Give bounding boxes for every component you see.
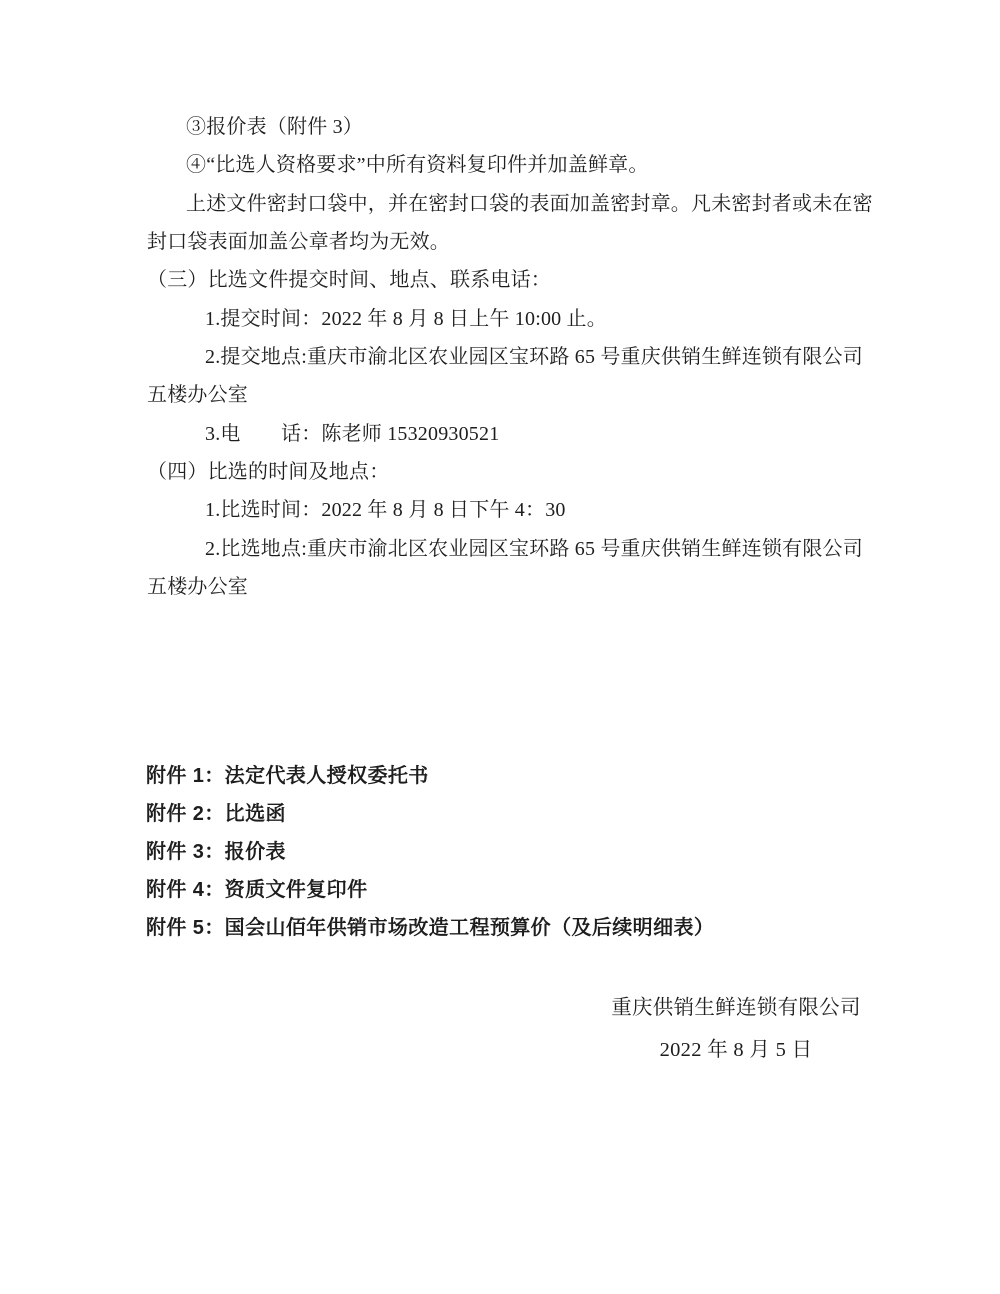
- body-line-item3: ③报价表（附件 3）: [186, 116, 363, 138]
- body-line-submit-place-2: 五楼办公室: [147, 384, 248, 407]
- body-line-item4: ④“比选人资格要求”中所有资料复印件并加盖鲜章。: [186, 154, 649, 177]
- attachment-4: 附件 4：资质文件复印件: [146, 879, 368, 901]
- attachment-2: 附件 2：比选函: [146, 803, 286, 825]
- attachment-1: 附件 1：法定代表人授权委托书: [146, 765, 429, 787]
- body-line-seal-note-2: 封口袋表面加盖公章者均为无效。: [147, 230, 450, 253]
- attachment-5: 附件 5：国会山佰年供销市场改造工程预算价（及后续明细表）: [146, 917, 715, 939]
- signature-company: 重庆供销生鲜连锁有限公司: [611, 997, 861, 1019]
- body-line-submit-time: 1.提交时间：2022 年 8 月 8 日上午 10:00 止。: [205, 307, 607, 330]
- attachments-list: [146, 757, 866, 947]
- body-line-bixuan-time: 1.比选时间：2022 年 8 月 8 日下午 4：30: [205, 499, 566, 522]
- body-line-submit-place-1: 2.提交地点:重庆市渝北区农业园区宝环路 65 号重庆供销生鲜连锁有限公司: [205, 345, 863, 368]
- body-line-bixuan-place-1: 2.比选地点:重庆市渝北区农业园区宝环路 65 号重庆供销生鲜连锁有限公司: [205, 537, 863, 560]
- body-line-seal-note-1: 上述文件密封口袋中，并在密封口袋的表面加盖密封章。凡未密封者或未在密: [186, 192, 873, 215]
- body-line-section-3-title: （三）比选文件提交时间、地点、联系电话：: [147, 269, 551, 292]
- signature-date: 2022 年 8 月 5 日: [659, 1039, 813, 1061]
- body-line-bixuan-place-2: 五楼办公室: [147, 575, 248, 598]
- body-line-section-4-title: （四）比选的时间及地点：: [147, 460, 390, 483]
- body-line-phone: 3.电 话：陈老师 15320930521: [205, 422, 500, 445]
- document-body: [147, 108, 873, 606]
- attachment-3: 附件 3：报价表: [146, 841, 286, 863]
- signature-block: [595, 987, 877, 1071]
